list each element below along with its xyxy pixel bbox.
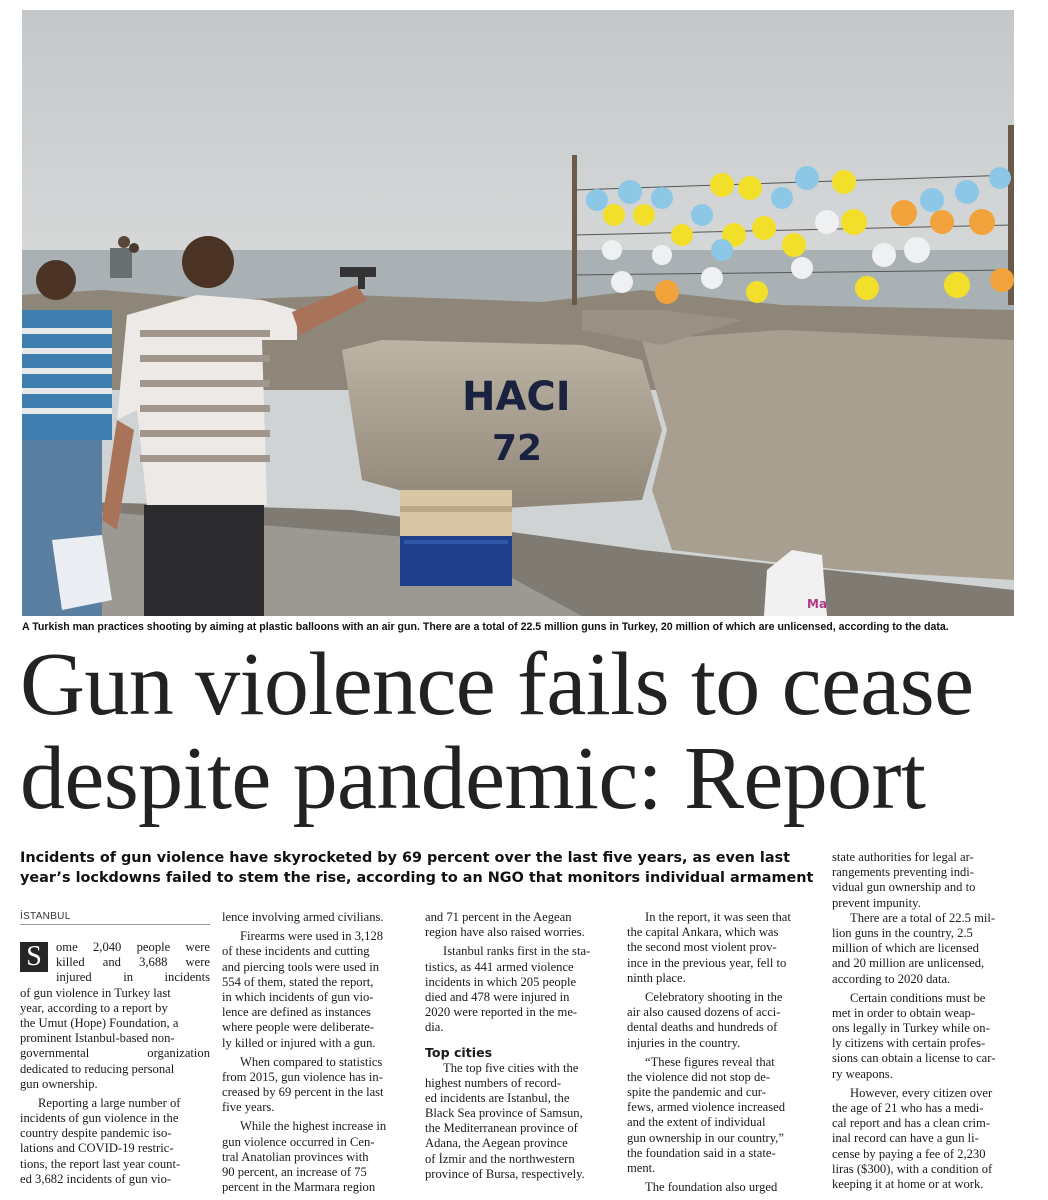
text-line: of İzmir and the northwestern	[425, 1151, 575, 1166]
text-line: ed incidents are Istanbul, the	[425, 1090, 570, 1105]
text-line: province of Bursa, respectively.	[425, 1166, 585, 1181]
text-line: air also caused dozens of acci-	[627, 1005, 781, 1020]
text-line: 90 percent, an increase of 75	[222, 1165, 367, 1179]
text-line: fews, armed violence increased	[627, 1100, 786, 1115]
man-blue-stripes	[22, 260, 112, 616]
text-line: killed and 3,688 were	[56, 955, 210, 970]
text-line: lion guns in the country, 2.5	[832, 925, 973, 940]
text-line: percent in the Marmara region	[222, 1180, 376, 1195]
text-line: five years.	[222, 1100, 275, 1115]
text-line: the Umut (Hope) Foundation, a	[20, 1015, 179, 1030]
text-line: in which incidents of gun vio-	[222, 989, 374, 1004]
text-line: lence involving armed civilians.	[222, 910, 384, 924]
text-line: the violence did not stop de-	[627, 1069, 771, 1084]
text-line: tions, the report last year count-	[20, 1156, 181, 1171]
text-line: gun ownership.	[20, 1076, 98, 1091]
text-line: where people were deliberate-	[222, 1020, 375, 1035]
photo-caption: A Turkish man practices shooting by aiming at plastic balloons with an air gun. There are a total of 22.5 million guns in Turkey, 20 million of which are unlicensed, according to the data.	[22, 621, 949, 633]
text-line: year, according to a report by	[20, 1000, 168, 1015]
text-line: of gun violence in Turkey last	[20, 985, 171, 1000]
graffiti-rock	[342, 340, 662, 510]
text-line: the capital Ankara, which was	[627, 925, 779, 940]
text-line: Celebratory shooting in the	[645, 989, 783, 1004]
text-line: ry weapons.	[832, 1066, 893, 1081]
text-line: However, every citizen over	[850, 1085, 993, 1100]
lead-photo	[22, 10, 1014, 616]
text-line: country despite pandemic iso-	[20, 1126, 172, 1141]
text-line: tral Anatolian provinces with	[222, 1149, 369, 1164]
text-line: keeping it at home or at work.	[832, 1176, 984, 1191]
right-rock	[642, 330, 1014, 580]
text-line: from 2015, gun violence has in-	[222, 1069, 383, 1084]
text-line: The top five cities with the	[443, 1060, 579, 1075]
text-line: and piercing tools were used in	[222, 959, 380, 974]
deck-line-1: Incidents of gun violence have skyrocketed by 69 percent over the last five years, as even last	[20, 850, 791, 866]
text-line: the Mediterranean province of	[425, 1121, 578, 1136]
text-line: and 20 million are unlicensed,	[832, 956, 985, 971]
dropcap: S	[20, 942, 48, 972]
graffiti-text: HACI	[462, 374, 571, 420]
deck-line-2: year’s lockdowns failed to stem the rise, according to an NGO that monitors individual armament	[20, 870, 814, 886]
text-line: prevent impunity.	[832, 895, 921, 910]
headline	[20, 635, 1030, 828]
text-line: million of which are licensed	[832, 941, 979, 956]
deck	[20, 848, 820, 888]
text-line: dedicated to reducing personal	[20, 1061, 175, 1076]
text-line: rangements preventing indi-	[832, 865, 974, 880]
dateline: İSTANBUL	[20, 911, 210, 925]
text-line: injured in incidents	[56, 970, 210, 985]
photo-illustration	[22, 10, 1014, 616]
text-line: of these incidents and cutting	[222, 944, 370, 959]
text-line: governmental organization	[20, 1046, 210, 1061]
text-line: spite the pandemic and cur-	[627, 1085, 766, 1100]
text-line: ly citizens with certain profes-	[832, 1036, 986, 1051]
headline-line-1: Gun violence fails to cease	[20, 635, 974, 734]
text-line: Certain conditions must be	[850, 990, 986, 1005]
text-line: according to 2020 data.	[832, 971, 951, 986]
text-line: In the report, it was seen that	[645, 910, 791, 924]
text-line: dental deaths and hundreds of	[627, 1020, 778, 1035]
text-line: Black Sea province of Samsun,	[425, 1106, 583, 1121]
text-line: ment.	[627, 1161, 656, 1175]
text-line: There are a total of 22.5 mil-	[850, 910, 996, 925]
column-5	[832, 850, 1022, 1192]
text-line: While the highest increase in	[240, 1119, 387, 1134]
text-line: ly killed or injured with a gun.	[222, 1035, 376, 1050]
text-line: ome 2,040 people were	[56, 940, 210, 954]
text-line: and the extent of individual	[627, 1115, 766, 1130]
text-line: state authorities for legal ar-	[832, 850, 974, 864]
text-line: the foundation said in a state-	[627, 1145, 776, 1160]
text-line: liras ($300), with a condition of	[832, 1161, 993, 1176]
text-line: cense by paying a fee of 2,230	[832, 1146, 986, 1161]
text-line: tistics, as 441 armed violence	[425, 959, 574, 974]
text-line: ed 3,682 incidents of gun vio-	[20, 1171, 172, 1186]
text-line: incidents of gun violence in the	[20, 1111, 179, 1126]
text-line: met in order to obtain weap-	[832, 1005, 976, 1020]
text-line: When compared to statistics	[240, 1054, 383, 1069]
text-line: dia.	[425, 1020, 444, 1035]
text-line: vidual gun ownership and to	[832, 880, 976, 895]
text-line: Reporting a large number of	[38, 1095, 181, 1110]
crate	[400, 490, 512, 586]
text-line: died and 478 were injured in	[425, 989, 570, 1004]
text-line: sions can obtain a license to car-	[832, 1051, 996, 1066]
text-line: the age of 21 who has a medi-	[832, 1101, 984, 1115]
text-line: inal record can have a gun li-	[832, 1131, 979, 1146]
text-line: creased by 69 percent in the last	[222, 1085, 384, 1100]
text-line: prominent Istanbul-based non-	[20, 1031, 175, 1046]
svg-text:Ma: Ma	[807, 597, 828, 611]
text-line: cal report and has a clean crim-	[832, 1116, 991, 1131]
text-line: region have also raised worries.	[425, 925, 585, 940]
fence-pole-left	[572, 155, 577, 305]
text-line: Istanbul ranks first in the sta-	[443, 944, 591, 959]
text-line: 554 of them, stated the report,	[222, 974, 374, 989]
text-line: gun violence occurred in Cen-	[222, 1134, 375, 1149]
subhead-top-cities: Top cities	[425, 1044, 493, 1060]
text-line: incidents in which 205 people	[425, 974, 577, 989]
text-line: 2020 were reported in the me-	[425, 1005, 578, 1020]
text-line: The foundation also urged	[645, 1180, 778, 1195]
text-line: ince in the previous year, fell to	[627, 955, 787, 970]
column-1	[20, 940, 210, 1187]
text-line: Adana, the Aegean province	[425, 1136, 568, 1151]
text-line: Firearms were used in 3,128	[240, 929, 384, 944]
column-2	[222, 910, 412, 1195]
text-line: the second most violent prov-	[627, 940, 777, 955]
text-line: “These figures reveal that	[645, 1054, 775, 1069]
headline-line-2: despite pandemic: Report	[20, 729, 926, 828]
text-line: highest numbers of record-	[425, 1075, 562, 1090]
text-line: lence are defined as instances	[222, 1005, 371, 1020]
column-3	[425, 910, 615, 1182]
text-line: lations and COVID-19 restric-	[20, 1141, 174, 1156]
text-line: injuries in the country.	[627, 1035, 741, 1050]
graffiti-number: 72	[492, 428, 543, 469]
text-line: ninth place.	[627, 970, 686, 985]
column-4	[627, 910, 817, 1195]
text-line: ons legally in Turkey while on-	[832, 1021, 990, 1036]
text-line: gun ownership in our country,”	[627, 1130, 784, 1145]
text-line: and 71 percent in the Aegean	[425, 910, 572, 924]
